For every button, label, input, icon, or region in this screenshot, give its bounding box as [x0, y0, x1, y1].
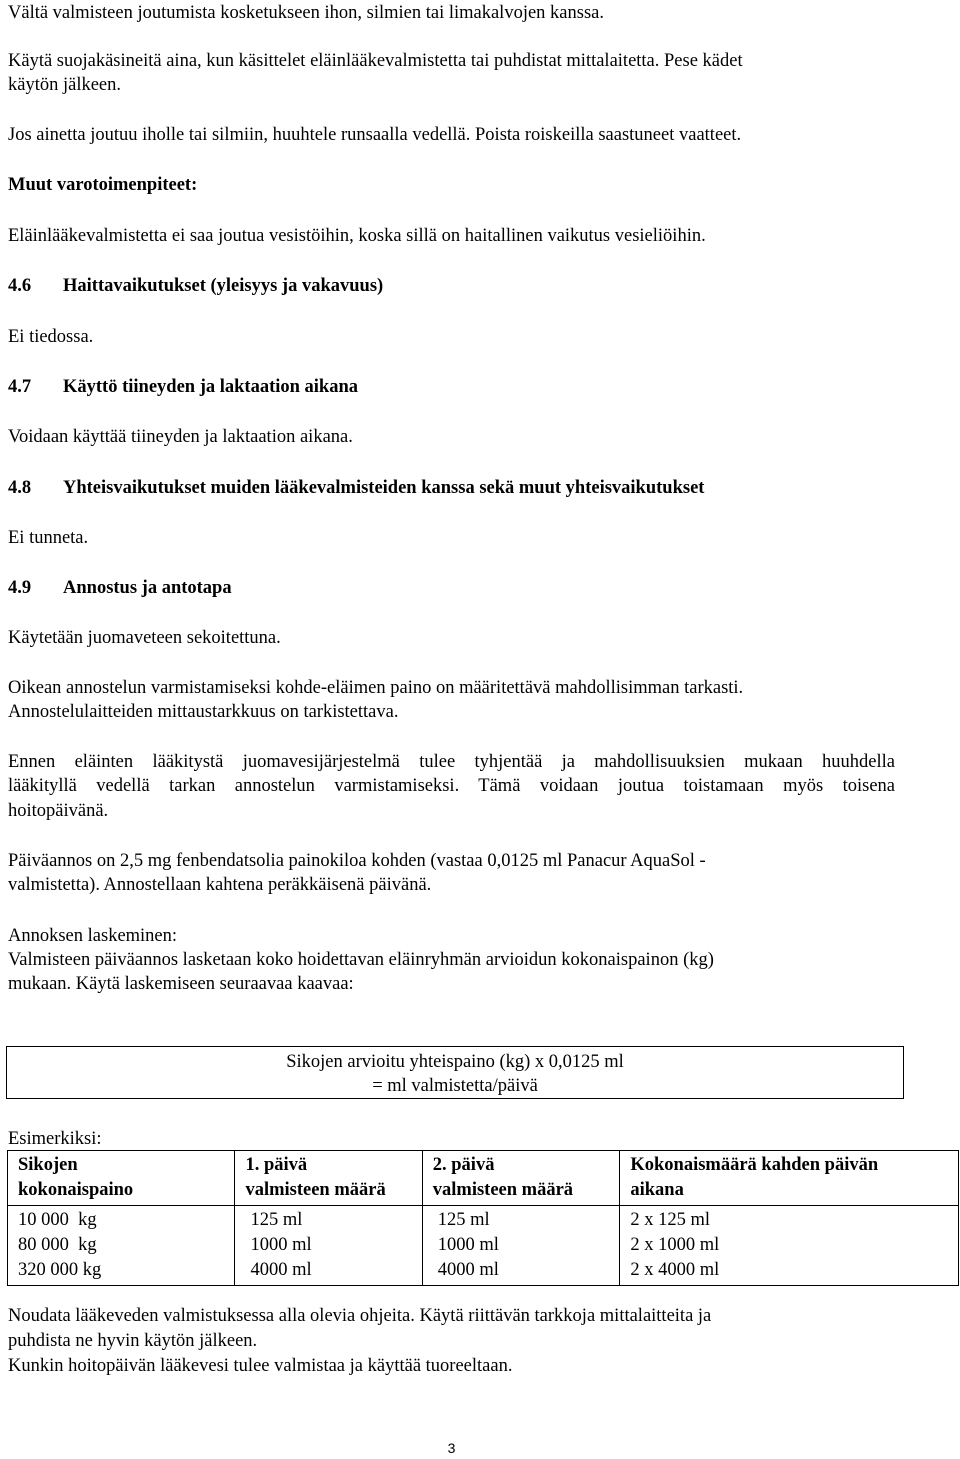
page-number: 3 [447, 1440, 456, 1456]
section-title: Haittavaikutukset (yleisyys ja vakavuus) [63, 276, 384, 296]
example-table [7, 1150, 959, 1286]
formula-line-1: Sikojen arvioitu yhteispaino (kg) x 0,0125 ml [286, 1052, 624, 1072]
section-heading-4-9 [8, 577, 232, 599]
paragraph-rinse: Jos ainetta joutuu iholle tai silmiin, huuhtele runsaalla vedellä. Poista roiskeilla saastuneet vaatteet. [8, 125, 742, 145]
paragraph-daily-dose-line2: valmistetta). Annostellaan kahtena peräkkäisenä päivänä. [8, 875, 432, 895]
paragraph-instructions-line1: Noudata lääkeveden valmistuksessa alla olevia ohjeita. Käytä riittävän tarkkoja mittalaitteita ja [8, 1306, 712, 1326]
section-number: 4.8 [8, 478, 32, 498]
table-cell: 2 x 125 ml 2 x 1000 ml 2 x 4000 ml [620, 1206, 959, 1286]
section-number: 4.6 [8, 276, 32, 296]
formula-box [6, 1046, 904, 1099]
paragraph-environment: Eläinlääkevalmistetta ei saa joutua vesistöihin, koska sillä on haitallinen vaikutus vesieliöihin. [8, 226, 706, 246]
paragraph-calculation-line2: mukaan. Käytä laskemiseen seuraavaa kaavaa: [8, 974, 354, 994]
heading-other-precautions: Muut varotoimenpiteet: [8, 175, 198, 195]
section-text-4-7: Voidaan käyttää tiineyden ja laktaation aikana. [8, 427, 353, 447]
paragraph-weight-line2: Annostelulaitteiden mittaustarkkuus on tarkistettava. [8, 702, 399, 722]
table-header-cell: Kokonaismäärä kahden päivän aikana [620, 1151, 959, 1206]
section-text-4-6: Ei tiedossa. [8, 327, 94, 347]
paragraph-gloves-line1: Käytä suojakäsineitä aina, kun käsittelet eläinlääkevalmistetta tai puhdistat mittalaitetta. Pese kädet [8, 51, 743, 71]
table-header-row [8, 1151, 959, 1206]
paragraph-calculation-line1: Valmisteen päiväannos lasketaan koko hoidettavan eläinryhmän arvioidun kokonaispainon (kg) [8, 950, 714, 970]
table-body-row [8, 1206, 959, 1286]
paragraph-flush-line1: Ennen eläinten lääkitystä juomavesijärjestelmä tulee tyhjentää ja mahdollisuuksien mukaan huuhdella [8, 752, 895, 772]
section-number: 4.9 [8, 578, 32, 598]
paragraph-fresh-water: Kunkin hoitopäivän lääkevesi tulee valmistaa ja käyttää tuoreeltaan. [8, 1356, 513, 1376]
table-cell: 125 ml 1000 ml 4000 ml [235, 1206, 422, 1286]
paragraph-flush-line3: hoitopäivänä. [8, 801, 109, 821]
table-cell: 10 000 kg 80 000 kg 320 000 kg [8, 1206, 235, 1286]
section-heading-4-8 [8, 477, 704, 499]
table-cell: 125 ml 1000 ml 4000 ml [422, 1206, 620, 1286]
paragraph-daily-dose-line1: Päiväannos on 2,5 mg fenbendatsolia painokiloa kohden (vastaa 0,0125 ml Panacur AquaSol - [8, 851, 706, 871]
example-label: Esimerkiksi: [8, 1129, 102, 1149]
section-text-4-8: Ei tunneta. [8, 528, 89, 548]
section-number: 4.7 [8, 377, 32, 397]
section-text-4-9: Käytetään juomaveteen sekoitettuna. [8, 628, 281, 648]
heading-dose-calculation: Annoksen laskeminen: [8, 926, 178, 946]
paragraph-gloves-line2: käytön jälkeen. [8, 75, 122, 95]
formula-line-2: = ml valmistetta/päivä [372, 1076, 538, 1096]
table-header-cell: Sikojen kokonaispaino [8, 1151, 235, 1206]
section-heading-4-6 [8, 275, 383, 297]
section-heading-4-7 [8, 376, 358, 398]
paragraph-instructions-line2: puhdista ne hyvin käytön jälkeen. [8, 1331, 258, 1351]
section-title: Käyttö tiineyden ja laktaation aikana [63, 377, 358, 397]
paragraph-weight-line1: Oikean annostelun varmistamiseksi kohde-eläimen paino on määritettävä mahdollisimman tarkasti. [8, 678, 744, 698]
paragraph-avoid-contact: Vältä valmisteen joutumista kosketukseen ihon, silmien tai limakalvojen kanssa. [8, 3, 604, 23]
table-header-cell: 2. päivä valmisteen määrä [422, 1151, 620, 1206]
section-title: Yhteisvaikutukset muiden lääkevalmisteiden kanssa sekä muut yhteisvaikutukset [63, 478, 705, 498]
paragraph-flush-line2: lääkityllä vedellä tarkan annostelun varmistamiseksi. Tämä voidaan joutua toistamaan myös toisena [8, 776, 895, 796]
table-header-cell: 1. päivä valmisteen määrä [235, 1151, 422, 1206]
section-title: Annostus ja antotapa [63, 578, 232, 598]
